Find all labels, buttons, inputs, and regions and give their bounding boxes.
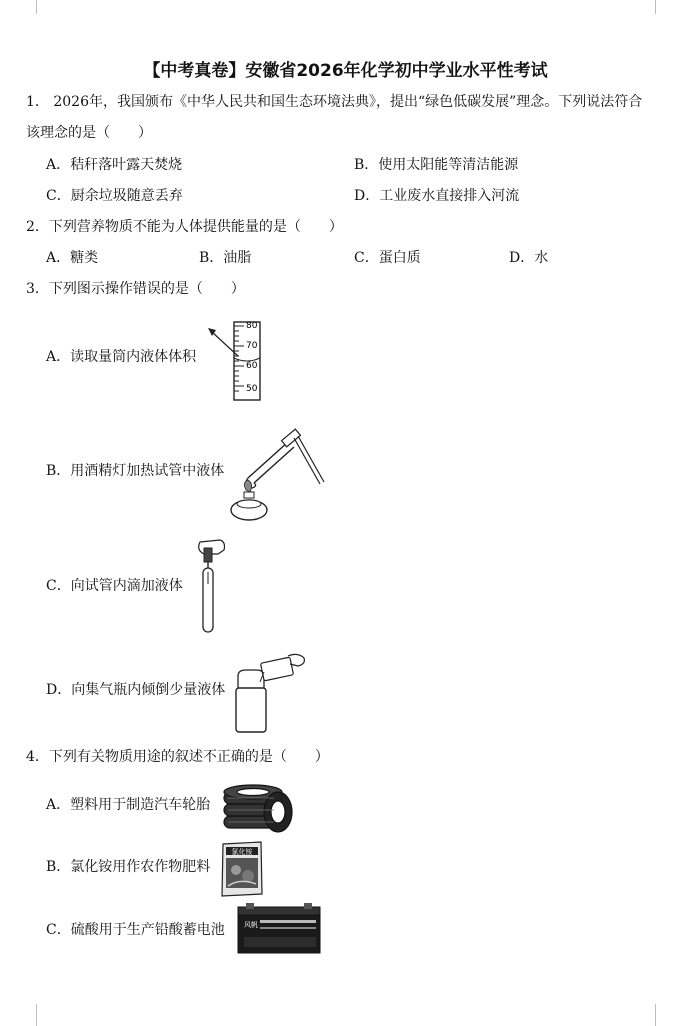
cylinder-tick-50: 50 <box>246 384 258 394</box>
corner-mark-top-left <box>22 0 37 14</box>
lead-acid-battery-image <box>234 903 324 955</box>
corner-mark-bottom-right <box>655 1004 670 1026</box>
question-3-option-d[interactable]: D．向集气瓶内倾倒少量液体 <box>46 682 226 698</box>
question-2-option-c[interactable]: C．蛋白质 <box>354 250 421 266</box>
question-2-option-b[interactable]: B．油脂 <box>199 250 252 266</box>
cylinder-tick-60: 60 <box>246 361 258 371</box>
question-3-option-b[interactable]: B．用酒精灯加热试管中液体 <box>46 463 225 479</box>
tires-image <box>220 782 300 834</box>
corner-mark-top-right <box>655 0 670 14</box>
question-1-option-a[interactable]: A．秸秆落叶露天焚烧 <box>46 157 183 173</box>
graduated-cylinder-image <box>200 318 280 402</box>
pouring-gas-bottle-image <box>232 652 312 736</box>
page-title: 【中考真卷】安徽省2026年化学初中学业水平性考试 <box>143 61 548 81</box>
question-1-stem-line2: 该理念的是（ ） <box>26 125 152 141</box>
fertilizer-bag-image <box>220 840 264 898</box>
fertilizer-label: 氯化铵 <box>231 848 253 856</box>
cylinder-tick-70: 70 <box>246 341 258 351</box>
question-3-stem: 3．下列图示操作错误的是（ ） <box>26 281 245 297</box>
question-4-option-b[interactable]: B．氯化铵用作农作物肥料 <box>46 859 211 875</box>
question-4-option-c[interactable]: C．硫酸用于生产铅酸蓄电池 <box>46 922 225 938</box>
question-1-stem-line1: 1． 2026年，我国颁布《中华人民共和国生态环境法典》，提出“绿色低碳发展”理念。下列说法符合 <box>26 94 643 110</box>
question-1-option-c[interactable]: C．厨余垃圾随意丢弃 <box>46 188 183 204</box>
dropper-test-tube-image <box>190 538 230 640</box>
question-3-option-a[interactable]: A．读取量筒内液体体积 <box>46 349 197 365</box>
question-2-stem: 2．下列营养物质不能为人体提供能量的是（ ） <box>26 219 343 235</box>
question-1-option-b[interactable]: B．使用太阳能等清洁能源 <box>354 157 519 173</box>
question-2-option-d[interactable]: D．水 <box>509 250 549 266</box>
question-3-option-c[interactable]: C．向试管内滴加液体 <box>46 578 183 594</box>
corner-mark-bottom-left <box>22 1004 37 1026</box>
alcohol-lamp-heating-image <box>228 428 328 524</box>
question-4-option-a[interactable]: A．塑料用于制造汽车轮胎 <box>46 797 211 813</box>
question-1-option-d[interactable]: D．工业废水直接排入河流 <box>354 188 520 204</box>
question-4-stem: 4．下列有关物质用途的叙述不正确的是（ ） <box>26 749 329 765</box>
cylinder-tick-80: 80 <box>246 321 258 331</box>
question-2-option-a[interactable]: A．糖类 <box>46 250 99 266</box>
battery-label: 风帆 <box>244 921 258 929</box>
